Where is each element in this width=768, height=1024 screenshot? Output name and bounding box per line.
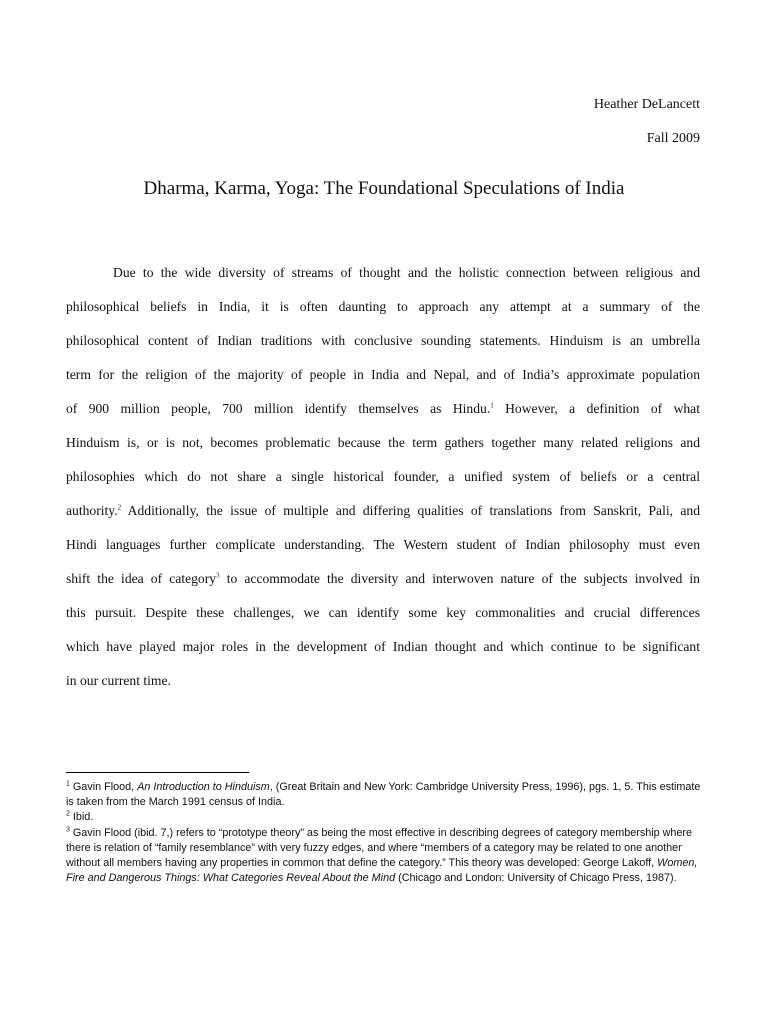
footnote-ref: 1 bbox=[490, 401, 494, 410]
line-text: However, a definition of what bbox=[493, 401, 700, 416]
author-name: Heather DeLancett bbox=[593, 97, 700, 112]
paragraph-line: philosophical beliefs in India, it is often daunting to approach any attempt at a summary of the bbox=[66, 299, 700, 314]
footnote-ref: 3 bbox=[216, 571, 220, 580]
paragraph-line bbox=[66, 392, 700, 426]
footnote-ref: 2 bbox=[117, 503, 122, 512]
footnote-1 bbox=[66, 780, 706, 810]
paragraph-line bbox=[66, 494, 700, 528]
footnotes bbox=[66, 780, 706, 886]
footnote-3 bbox=[66, 826, 706, 887]
paragraph-line: which have played major roles in the development of Indian thought and which continue to be significant bbox=[66, 639, 700, 654]
paragraph-line: term for the religion of the majority of people in India and Nepal, and of India’s approximate population bbox=[66, 367, 700, 382]
body-paragraph bbox=[66, 256, 700, 698]
footnote-text: Ibid. bbox=[69, 811, 94, 824]
paragraph-line: philosophical content of Indian traditions with conclusive sounding statements. Hinduism is an umbrella bbox=[66, 333, 700, 348]
term-label: Fall 2009 bbox=[646, 131, 700, 146]
paragraph-line: in our current time. bbox=[66, 673, 171, 688]
document-title: Dharma, Karma, Yoga: The Foundational Speculations of India bbox=[143, 178, 625, 199]
paragraph-line: Hinduism is, or is not, becomes problematic because the term gathers together many related religions and bbox=[66, 435, 700, 450]
paragraph-line bbox=[66, 562, 700, 596]
footnote-number: 1 bbox=[66, 780, 70, 788]
footnote-2 bbox=[66, 810, 706, 825]
paragraph-line: Hindi languages further complicate understanding. The Western student of Indian philosophy must even bbox=[66, 537, 700, 552]
line-text: shift the idea of category bbox=[66, 571, 217, 586]
book-title: An Introduction to Hinduism bbox=[137, 781, 270, 793]
paragraph-line: Due to the wide diversity of streams of thought and the holistic connection between religious and bbox=[113, 265, 700, 280]
paragraph-line: this pursuit. Despite these challenges, we can identify some key commonalities and crucial differences bbox=[66, 605, 700, 620]
footnote-text: (Chicago and London: University of Chicago Press, 1987). bbox=[395, 872, 677, 885]
line-text: to accommodate the diversity and interwoven nature of the subjects involved in bbox=[219, 571, 700, 586]
footnote-number: 3 bbox=[66, 826, 70, 834]
footnote-text: Gavin Flood (ibid. 7,) refers to “prototype theory” as being the most effective in describing degrees of category membership where there is relation of “family resemblance” with very fuzzy edges, and where “members of a category may be related to one another without all members having any properties in common that define the category.” This theory was developed: George Lakoff, bbox=[66, 826, 693, 870]
footnote-number: 2 bbox=[66, 810, 70, 818]
line-text: of 900 million people, 700 million identify themselves as Hindu. bbox=[66, 401, 491, 416]
paragraph-line: philosophies which do not share a single historical founder, a unified system of beliefs or a central bbox=[66, 469, 700, 484]
footnote-text: Gavin Flood, bbox=[69, 781, 138, 793]
line-text: Additionally, the issue of multiple and differing qualities of translations from Sanskrit, Pali, and bbox=[121, 503, 700, 518]
footnote-divider bbox=[66, 772, 249, 773]
line-text: authority. bbox=[66, 503, 118, 518]
footnote-text: , (Great Britain and New York: Cambridge University Press, 1996), pgs. 1, 5. This estimate is taken from the March 1991 census of India. bbox=[66, 781, 701, 809]
header-block bbox=[594, 88, 700, 156]
book-title: Women, Fire and Dangerous Things: What Categories Reveal About the Mind bbox=[66, 857, 698, 885]
